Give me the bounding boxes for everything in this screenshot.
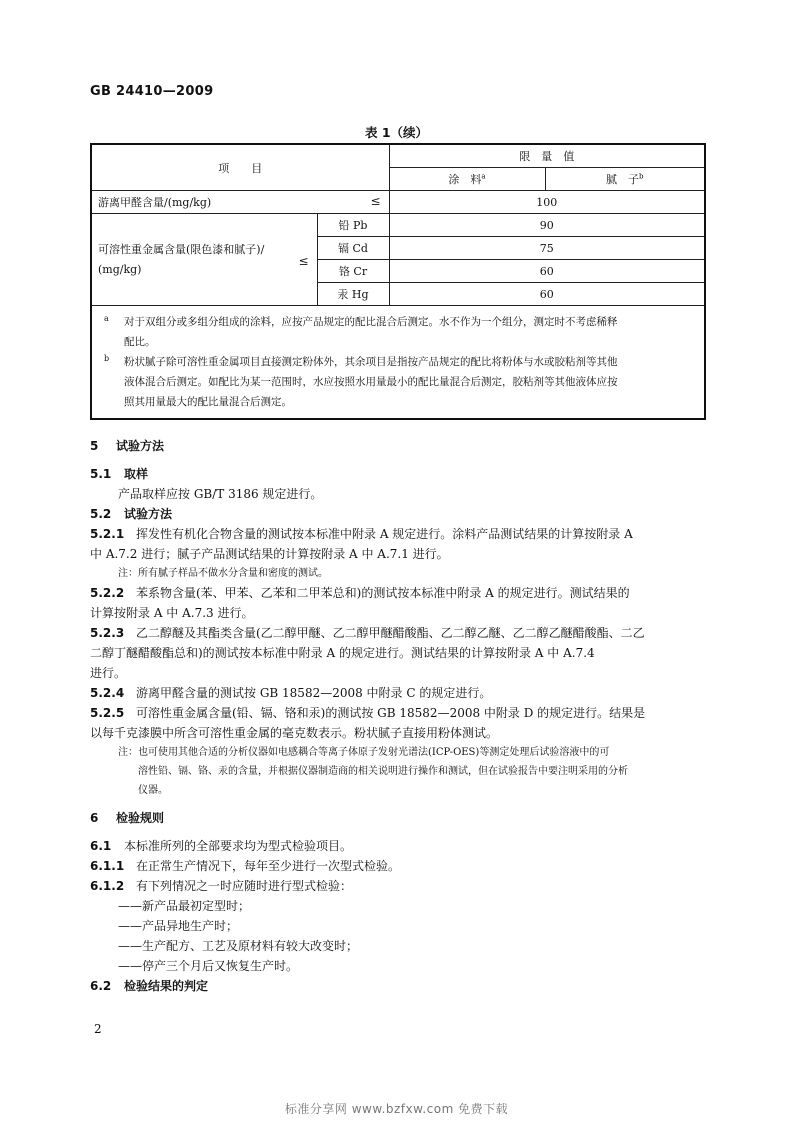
section-5-2-1-cont: 中 A.7.2 进行；腻子产品测试结果的计算按附录 A 中 A.7.1 进行。: [90, 547, 449, 561]
section-5-2-1-note: 注：所有腻子样品不做水分含量和密度的测试。: [118, 568, 328, 579]
section-5-2-2-cont: 计算按附录 A 中 A.7.3 进行。: [90, 606, 254, 620]
section-5-2-3: 5.2.3 乙二醇醚及其酯类含量(乙二醇甲醚、乙二醇甲醚醋酸酯、乙二醇乙醚、乙二醇乙醚醋酸酯、二乙: [90, 626, 645, 640]
heavy-metal-label: 可溶性重金属含量(限色漆和腻子)/ (mg/kg) ≤: [91, 214, 317, 306]
row-formaldehyde-label: 游离甲醛含量/(mg/kg) ≤: [91, 191, 389, 214]
metal-pb-value: 90: [389, 214, 705, 237]
section-6-2-heading: 6.2 检验结果的判定: [90, 979, 209, 993]
table-notes: [91, 306, 705, 420]
section-6-1-1: 6.1.1 在正常生产情况下，每年至少进行一次型式检验。: [90, 859, 401, 873]
metal-cr: 铬 Cr: [317, 260, 389, 283]
list-item: ——新产品最初定型时；: [118, 899, 251, 913]
section-5-2-heading: 5.2 试验方法: [90, 507, 173, 521]
header-putty: 腻 子$^b$: [545, 168, 705, 191]
table-note-b: b 粉状腻子除可溶性重金属项目直接测定粉体外，其余项目是指按产品规定的配比将粉体与水或胶粘剂等其他 液体混合后测定。如配比为某一范围时，水应按照水用量最小的配比量混合后测定，胶粘剂等其他液体应按 照其用量最大的配比量混合后测定。: [104, 354, 618, 408]
section-5-2-1: 5.2.1 挥发性有机化合物含量的测试按本标准中附录 A 规定进行。涂料产品测试结果的计算按附录 A: [90, 527, 633, 541]
metal-hg: 汞 Hg: [317, 283, 389, 306]
section-6-1: 6.1 本标准所列的全部要求均为型式检验项目。: [90, 839, 353, 853]
page-number: 2: [94, 1022, 102, 1036]
section-5-heading: 5 试验方法: [90, 439, 165, 453]
section-5-2-4: 5.2.4 游离甲醛含量的测试按 GB 18582—2008 中附录 C 的规定进行。: [90, 686, 492, 700]
limits-table: [90, 143, 706, 420]
table-caption: 表 1（续）: [364, 125, 429, 140]
row-formaldehyde-value: 100: [389, 191, 705, 214]
header-limit: 限 量 值: [389, 144, 705, 168]
list-item: ——停产三个月后又恢复生产时。: [118, 959, 299, 973]
section-5-1-text: 产品取样应按 GB/T 3186 规定进行。: [118, 487, 323, 501]
metal-hg-value: 60: [389, 283, 705, 306]
section-5-2-5-cont: 以每千克漆膜中所含可溶性重金属的毫克数表示。粉状腻子直接用粉体测试。: [90, 726, 499, 740]
section-5-2-2: 5.2.2 苯系物含量(苯、甲苯、乙苯和二甲苯总和)的测试按本标准中附录 A 的规定进行。测试结果的: [90, 586, 630, 600]
section-6-1-2: 6.1.2 有下列情况之一时应随时进行型式检验：: [90, 879, 353, 893]
metal-cd: 镉 Cd: [317, 237, 389, 260]
metal-cr-value: 60: [389, 260, 705, 283]
list-item: ——生产配方、工艺及原材料有较大改变时；: [118, 939, 359, 953]
metal-cd-value: 75: [389, 237, 705, 260]
footer-watermark: 标准分享网 www.bzfxw.com 免费下载: [284, 1102, 509, 1116]
section-5-1-heading: 5.1 取样: [90, 467, 149, 481]
section-6-heading: 6 检验规则: [90, 811, 165, 825]
section-5-2-5-note: 注： 也可使用其他合适的分析仪器如电感耦合等离子体原子发射光谱法(ICP-OES)等测定处理后试验溶液中的可 溶性铅、镉、铬、汞的含量，并根据仪器制造商的相关说明进行操作和测试，但在试验报告中要注明采用的分析 仪器。: [118, 747, 628, 796]
body-content: [90, 436, 704, 996]
standard-code: GB 24410—2009: [90, 84, 214, 99]
section-5-2-3-cont2: 进行。: [90, 666, 127, 680]
metal-pb: 铅 Pb: [317, 214, 389, 237]
header-coating: 涂 料$^a$: [389, 168, 545, 191]
header-item: 项 目: [91, 144, 389, 191]
table-note-a: a 对于双组分或多组分组成的涂料，应按产品规定的配比混合后测定。水不作为一个组分，测定时不考虑稀释 配比。: [104, 314, 618, 348]
list-item: ——产品异地生产时；: [118, 919, 239, 933]
section-5-2-3-cont: 二醇丁醚醋酸酯总和)的测试按本标准中附录 A 的规定进行。测试结果的计算按附录 A 中 A.7.4: [90, 646, 595, 660]
section-5-2-5: 5.2.5 可溶性重金属含量(铅、镉、铬和汞)的测试按 GB 18582—2008 中附录 D 的规定进行。结果是: [90, 706, 646, 720]
